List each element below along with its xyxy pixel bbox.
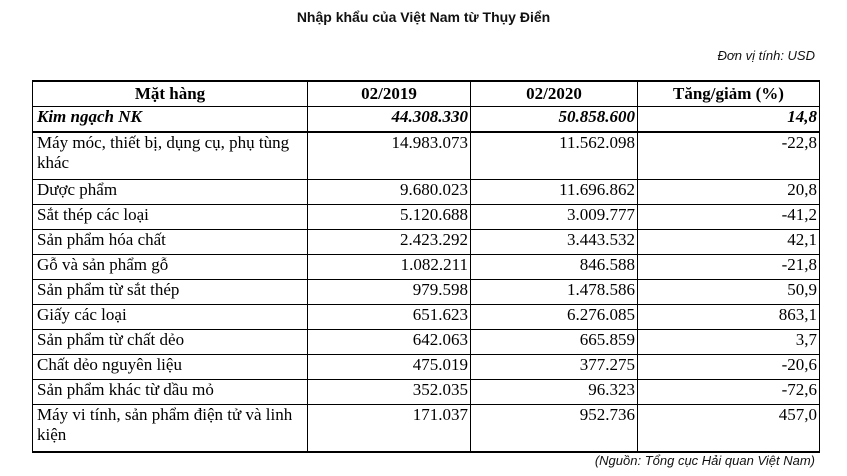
cell-2020: 96.323	[471, 380, 638, 405]
cell-item: Máy vi tính, sản phẩm điện tử và linh kiện	[33, 405, 308, 453]
cell-2020: 3.009.777	[471, 205, 638, 230]
cell-2020: 952.736	[471, 405, 638, 453]
cell-2019: 352.035	[308, 380, 471, 405]
cell-2020: 377.275	[471, 355, 638, 380]
cell-2019: 651.623	[308, 305, 471, 330]
header-2020: 02/2020	[471, 81, 638, 107]
cell-2019: 14.983.073	[308, 132, 471, 180]
cell-item: Sản phẩm từ sắt thép	[33, 280, 308, 305]
cell-2019: 9.680.023	[308, 180, 471, 205]
table-row	[33, 305, 820, 330]
cell-2020: 11.696.862	[471, 180, 638, 205]
table-row	[33, 405, 820, 453]
cell-change: -41,2	[638, 205, 820, 230]
cell-change: 42,1	[638, 230, 820, 255]
cell-2020: 50.858.600	[471, 107, 638, 133]
table-header-row	[33, 81, 820, 107]
cell-change: 457,0	[638, 405, 820, 453]
table-row	[33, 205, 820, 230]
header-change: Tăng/giảm (%)	[638, 81, 820, 107]
header-2019: 02/2019	[308, 81, 471, 107]
table-row	[33, 180, 820, 205]
cell-2019: 2.423.292	[308, 230, 471, 255]
header-item: Mặt hàng	[33, 81, 308, 107]
table-row	[33, 355, 820, 380]
page-title: Nhập khẩu của Việt Nam từ Thụy Điển	[296, 9, 551, 25]
cell-change: 20,8	[638, 180, 820, 205]
cell-change: 50,9	[638, 280, 820, 305]
cell-2019: 5.120.688	[308, 205, 471, 230]
cell-item: Gỗ và sản phẩm gỗ	[33, 255, 308, 280]
import-table	[32, 80, 820, 453]
table-row	[33, 255, 820, 280]
cell-change: 863,1	[638, 305, 820, 330]
table-row	[33, 132, 820, 180]
cell-item: Sắt thép các loại	[33, 205, 308, 230]
cell-2019: 44.308.330	[308, 107, 471, 133]
cell-item: Chất dẻo nguyên liệu	[33, 355, 308, 380]
cell-item: Dược phẩm	[33, 180, 308, 205]
cell-item: Máy móc, thiết bị, dụng cụ, phụ tùng khác	[33, 132, 308, 180]
cell-2019: 979.598	[308, 280, 471, 305]
cell-item: Sản phẩm hóa chất	[33, 230, 308, 255]
cell-item: Sản phẩm khác từ dầu mỏ	[33, 380, 308, 405]
cell-2020: 11.562.098	[471, 132, 638, 180]
cell-2019: 475.019	[308, 355, 471, 380]
cell-change: 14,8	[638, 107, 820, 133]
cell-2020: 846.588	[471, 255, 638, 280]
cell-2019: 642.063	[308, 330, 471, 355]
cell-2019: 1.082.211	[308, 255, 471, 280]
cell-item: Kim ngạch NK	[33, 107, 308, 133]
table-row	[33, 230, 820, 255]
cell-change: -21,8	[638, 255, 820, 280]
source-note: (Nguồn: Tổng cục Hải quan Việt Nam)	[594, 453, 815, 468]
cell-change: -22,8	[638, 132, 820, 180]
cell-2020: 6.276.085	[471, 305, 638, 330]
cell-item: Sản phẩm từ chất dẻo	[33, 330, 308, 355]
cell-2019: 171.037	[308, 405, 471, 453]
table-row-total	[33, 107, 820, 133]
table-row	[33, 380, 820, 405]
cell-change: -20,6	[638, 355, 820, 380]
table-row	[33, 330, 820, 355]
cell-change: 3,7	[638, 330, 820, 355]
table-row	[33, 280, 820, 305]
cell-item: Giấy các loại	[33, 305, 308, 330]
cell-change: -72,6	[638, 380, 820, 405]
cell-2020: 3.443.532	[471, 230, 638, 255]
cell-2020: 1.478.586	[471, 280, 638, 305]
cell-2020: 665.859	[471, 330, 638, 355]
unit-label: Đơn vị tính: USD	[717, 48, 815, 63]
